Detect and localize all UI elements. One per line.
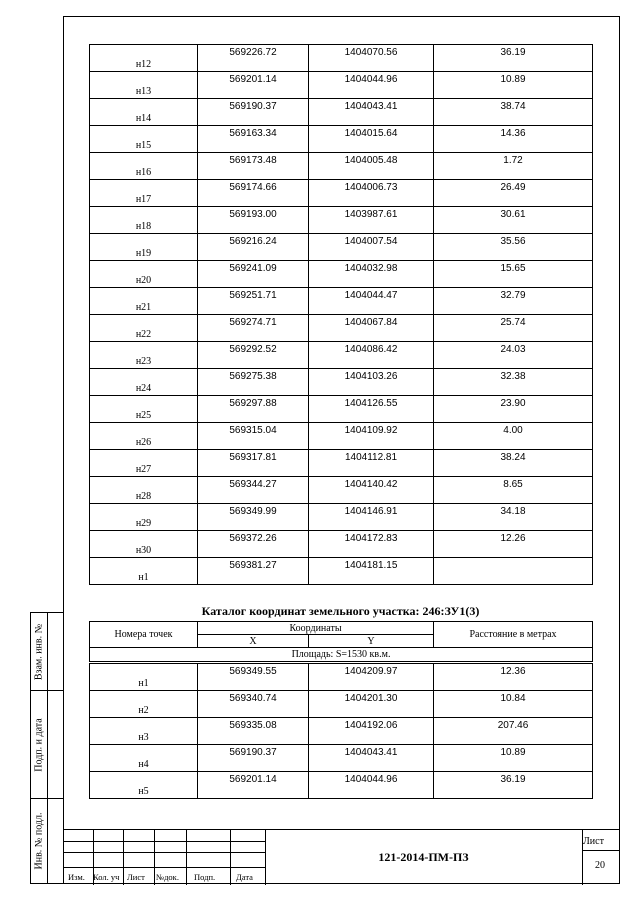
point-number: н1 (138, 572, 149, 583)
point-number-cell (90, 207, 198, 234)
point-number: н22 (135, 329, 152, 340)
coord-y-cell (309, 369, 434, 396)
point-number: н27 (135, 464, 152, 475)
coord-y-cell (309, 180, 434, 207)
coord-x: 569190.37 (229, 101, 277, 112)
distance-cell (434, 126, 593, 153)
header-points: Номера точек (90, 622, 198, 648)
point-number: н19 (135, 248, 152, 259)
table-row (90, 664, 593, 691)
distance: 15.65 (500, 263, 526, 274)
coord-x: 569173.48 (229, 155, 277, 166)
distance: 36.19 (500, 774, 526, 785)
point-number-cell (90, 691, 198, 718)
point-number: н21 (135, 302, 152, 313)
coord-x-cell (198, 342, 309, 369)
distance: 38.74 (500, 101, 526, 112)
coord-y: 1404015.64 (344, 128, 398, 139)
side-label-podp: Подп. и дата (33, 717, 45, 772)
distance: 34.18 (500, 506, 526, 517)
coord-x-cell (198, 45, 309, 72)
coord-y: 1404181.15 (344, 560, 398, 571)
coord-y-cell (309, 423, 434, 450)
coord-x: 569190.37 (229, 747, 277, 758)
table-row (90, 288, 593, 315)
table-row (90, 342, 593, 369)
coord-y: 1404140.42 (344, 479, 398, 490)
coord-x-cell (198, 718, 309, 745)
table-row (90, 153, 593, 180)
table-row (90, 504, 593, 531)
coord-x-cell (198, 691, 309, 718)
coord-y-cell (309, 450, 434, 477)
coord-x: 569241.09 (229, 263, 277, 274)
table-row (90, 718, 593, 745)
coord-x-cell (198, 396, 309, 423)
point-number-cell (90, 342, 198, 369)
coord-y-cell (309, 664, 434, 691)
distance-cell (434, 261, 593, 288)
coord-y: 1404032.98 (344, 263, 398, 274)
distance: 38.24 (500, 452, 526, 463)
coord-y: 1404070.56 (344, 47, 398, 58)
stamp-divider (123, 830, 124, 885)
stamp-ndok: №док. (156, 872, 179, 882)
point-number: н24 (135, 383, 152, 394)
coord-y-cell (309, 342, 434, 369)
stamp-kol: Кол. уч (93, 872, 120, 882)
coord-x-cell (198, 664, 309, 691)
point-number: н1 (138, 678, 149, 689)
coord-y: 1404044.47 (344, 290, 398, 301)
title-block (63, 829, 620, 885)
coord-y: 1404112.81 (344, 452, 398, 463)
distance (434, 558, 592, 560)
side-cell-inv-value (47, 799, 64, 883)
distance-cell (434, 72, 593, 99)
distance: 26.49 (500, 182, 526, 193)
coord-y: 1404109.92 (344, 425, 398, 436)
coord-x-cell (198, 72, 309, 99)
distance-cell (434, 342, 593, 369)
coord-x: 569349.99 (229, 506, 277, 517)
coord-y: 1404126.55 (344, 398, 398, 409)
coord-x-cell (198, 99, 309, 126)
point-number: н28 (135, 491, 152, 502)
header-x: X (198, 635, 309, 648)
table-row (90, 99, 593, 126)
table-row (90, 234, 593, 261)
coord-x-cell (198, 477, 309, 504)
coord-x: 569163.34 (229, 128, 277, 139)
stamp-line (582, 850, 620, 851)
coord-x-cell (198, 504, 309, 531)
coordinates-table-continued (89, 44, 593, 585)
distance-cell (434, 691, 593, 718)
distance-cell (434, 450, 593, 477)
coord-x: 569201.14 (229, 74, 277, 85)
coord-y-cell (309, 153, 434, 180)
table-row (90, 72, 593, 99)
distance-cell (434, 531, 593, 558)
distance: 24.03 (500, 344, 526, 355)
distance-cell (434, 664, 593, 691)
coord-y: 1404192.06 (344, 720, 398, 731)
point-number: н14 (135, 113, 152, 124)
coord-y-cell (309, 99, 434, 126)
distance-cell (434, 477, 593, 504)
distance-cell (434, 207, 593, 234)
distance-cell (434, 234, 593, 261)
point-number-cell (90, 153, 198, 180)
table-row (90, 423, 593, 450)
point-number: н20 (135, 275, 152, 286)
point-number: н15 (135, 140, 152, 151)
coord-y: 1404043.41 (344, 747, 398, 758)
point-number: н16 (135, 167, 152, 178)
distance: 35.56 (500, 236, 526, 247)
distance: 32.79 (500, 290, 526, 301)
stamp-divider (230, 830, 231, 885)
point-number-cell (90, 315, 198, 342)
point-number: н17 (135, 194, 152, 205)
distance: 14.36 (500, 128, 526, 139)
stamp-data: Дата (236, 872, 253, 882)
point-number-cell (90, 396, 198, 423)
document-code: 121-2014-ПМ-ПЗ (378, 850, 469, 864)
coord-x-cell (198, 423, 309, 450)
stamp-list: Лист (127, 872, 145, 882)
coord-x-cell (198, 772, 309, 799)
catalog-title: Каталог координат земельного участка: 246:ЗУ1(3) (201, 604, 480, 618)
distance: 30.61 (500, 209, 526, 220)
coord-x-cell (198, 180, 309, 207)
distance-cell (434, 45, 593, 72)
coord-y-cell (309, 288, 434, 315)
point-number-cell (90, 558, 198, 585)
side-label-inv: Инв. № подл. (33, 812, 45, 870)
side-strip (30, 612, 63, 884)
coord-x: 569174.66 (229, 182, 277, 193)
coord-x: 569349.55 (229, 666, 277, 677)
coord-y-cell (309, 718, 434, 745)
coord-y-cell (309, 745, 434, 772)
coord-y-cell (309, 315, 434, 342)
sheet-label: Лист (583, 836, 604, 847)
coord-y-cell (309, 477, 434, 504)
point-number-cell (90, 531, 198, 558)
distance-cell (434, 396, 593, 423)
table-row (90, 396, 593, 423)
table-row (90, 126, 593, 153)
distance-cell (434, 718, 593, 745)
coord-y-cell (309, 396, 434, 423)
point-number: н3 (138, 732, 149, 743)
stamp-divider (154, 830, 155, 885)
distance: 32.38 (500, 371, 526, 382)
coordinates-table-plot (89, 663, 593, 799)
coord-y: 1403987.61 (344, 209, 398, 220)
coord-x: 569315.04 (229, 425, 277, 436)
coord-x: 569226.72 (229, 47, 277, 58)
point-number-cell (90, 718, 198, 745)
distance: 36.19 (500, 47, 526, 58)
point-number-cell (90, 745, 198, 772)
table-row (90, 477, 593, 504)
coord-y-cell (309, 45, 434, 72)
coord-x: 569193.00 (229, 209, 277, 220)
header-distance: Расстояние в метрах (434, 622, 593, 648)
point-number: н4 (138, 759, 149, 770)
coord-x-cell (198, 558, 309, 585)
coord-x: 569292.52 (229, 344, 277, 355)
distance-cell (434, 288, 593, 315)
side-cell-podp-value (47, 691, 64, 799)
point-number: н30 (135, 545, 152, 556)
distance-cell (434, 772, 593, 799)
coord-y-cell (309, 126, 434, 153)
distance-cell (434, 369, 593, 396)
coord-y: 1404007.54 (344, 236, 398, 247)
distance-cell (434, 99, 593, 126)
point-number: н13 (135, 86, 152, 97)
distance: 12.36 (500, 666, 526, 677)
point-number-cell (90, 504, 198, 531)
area-row: Площадь: S=1530 кв.м. (90, 648, 593, 662)
table-row (90, 207, 593, 234)
coord-x-cell (198, 369, 309, 396)
stamp-izm: Изм. (68, 872, 85, 882)
distance: 10.89 (500, 747, 526, 758)
distance-cell (434, 504, 593, 531)
point-number-cell (90, 261, 198, 288)
distance-cell (434, 180, 593, 207)
table-row (90, 772, 593, 799)
table-row (90, 450, 593, 477)
coord-y-cell (309, 207, 434, 234)
coord-y-cell (309, 234, 434, 261)
point-number: н5 (138, 786, 149, 797)
coord-y: 1404209.97 (344, 666, 398, 677)
point-number-cell (90, 234, 198, 261)
point-number: н2 (138, 705, 149, 716)
coord-y: 1404005.48 (344, 155, 398, 166)
distance: 23.90 (500, 398, 526, 409)
coord-y: 1404103.26 (344, 371, 398, 382)
distance: 1.72 (503, 155, 523, 166)
point-number-cell (90, 664, 198, 691)
coord-x-cell (198, 315, 309, 342)
distance: 25.74 (500, 317, 526, 328)
coord-x: 569201.14 (229, 774, 277, 785)
point-number-cell (90, 369, 198, 396)
coord-x: 569340.74 (229, 693, 277, 704)
coord-y: 1404006.73 (344, 182, 398, 193)
point-number: н29 (135, 518, 152, 529)
coord-x: 569275.38 (229, 371, 277, 382)
coord-x-cell (198, 234, 309, 261)
coord-y-cell (309, 558, 434, 585)
coord-y: 1404146.91 (344, 506, 398, 517)
coord-x-cell (198, 207, 309, 234)
stamp-podp: Подп. (194, 872, 216, 882)
coord-y-cell (309, 504, 434, 531)
point-number-cell (90, 99, 198, 126)
point-number-cell (90, 477, 198, 504)
point-number: н26 (135, 437, 152, 448)
coord-x-cell (198, 153, 309, 180)
coord-x-cell (198, 450, 309, 477)
point-number-cell (90, 45, 198, 72)
point-number-cell (90, 180, 198, 207)
distance: 8.65 (503, 479, 523, 490)
distance-cell (434, 423, 593, 450)
table-row (90, 261, 593, 288)
coord-x: 569251.71 (229, 290, 277, 301)
coord-y: 1404044.96 (344, 74, 398, 85)
table-row (90, 745, 593, 772)
coord-x: 569274.71 (229, 317, 277, 328)
point-number-cell (90, 288, 198, 315)
distance-cell (434, 558, 593, 585)
coord-x: 569317.81 (229, 452, 277, 463)
point-number: н23 (135, 356, 152, 367)
table-row (90, 691, 593, 718)
side-cell-vzam-value (47, 613, 64, 691)
coord-y-cell (309, 691, 434, 718)
side-cell-podp (31, 691, 47, 799)
point-number-cell (90, 772, 198, 799)
table-row (90, 531, 593, 558)
side-cell-inv (31, 799, 47, 883)
distance: 12.26 (500, 533, 526, 544)
header-coords: Координаты (198, 622, 434, 635)
coord-y: 1404067.84 (344, 317, 398, 328)
coord-x-cell (198, 126, 309, 153)
point-number: н25 (135, 410, 152, 421)
side-label-vzam: Взам. инв. № (33, 623, 45, 680)
sheet-number: 20 (595, 860, 605, 871)
coord-x-cell (198, 745, 309, 772)
distance: 207.46 (497, 720, 529, 731)
coord-x-cell (198, 261, 309, 288)
coord-x: 569372.26 (229, 533, 277, 544)
coord-y: 1404086.42 (344, 344, 398, 355)
coord-x: 569344.27 (229, 479, 277, 490)
coord-y: 1404043.41 (344, 101, 398, 112)
point-number-cell (90, 423, 198, 450)
catalog-header (89, 621, 593, 662)
distance: 10.84 (500, 693, 526, 704)
distance: 4.00 (503, 425, 523, 436)
distance-cell (434, 745, 593, 772)
coord-y-cell (309, 772, 434, 799)
coord-x: 569381.27 (229, 560, 277, 571)
point-number-cell (90, 126, 198, 153)
distance-cell (434, 153, 593, 180)
point-number-cell (90, 72, 198, 99)
coord-y: 1404201.30 (344, 693, 398, 704)
coord-x-cell (198, 288, 309, 315)
coord-x: 569297.88 (229, 398, 277, 409)
point-number-cell (90, 450, 198, 477)
distance: 10.89 (500, 74, 526, 85)
stamp-divider (186, 830, 187, 885)
header-y: Y (309, 635, 434, 648)
table-row (90, 369, 593, 396)
coord-y-cell (309, 531, 434, 558)
coord-x: 569216.24 (229, 236, 277, 247)
table-row (90, 315, 593, 342)
point-number: н18 (135, 221, 152, 232)
coord-x: 569335.08 (229, 720, 277, 731)
table-row (90, 180, 593, 207)
table-row (90, 45, 593, 72)
coord-y: 1404044.96 (344, 774, 398, 785)
table-row (90, 558, 593, 585)
distance-cell (434, 315, 593, 342)
coord-x-cell (198, 531, 309, 558)
point-number: н12 (135, 59, 152, 70)
side-cell-vzam (31, 613, 47, 691)
coord-y: 1404172.83 (344, 533, 398, 544)
coord-y-cell (309, 72, 434, 99)
coord-y-cell (309, 261, 434, 288)
